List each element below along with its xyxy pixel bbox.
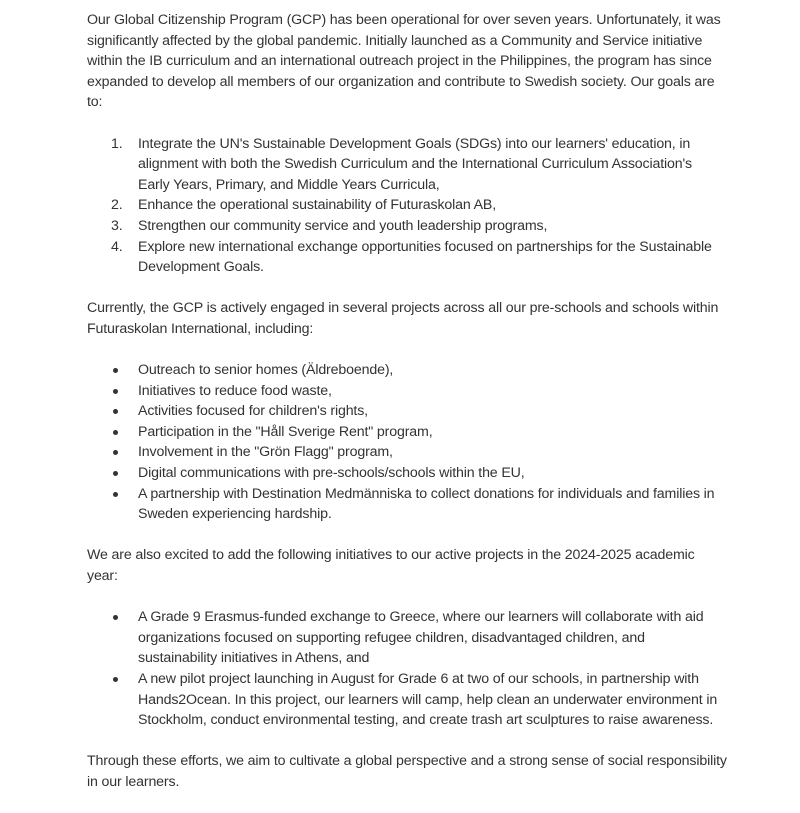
- goal-item: Enhance the operational sustainability of Futuraskolan AB,: [138, 197, 497, 214]
- initiative-item: A new pilot project launching in August for Grade 6 at two of our schools, in partnership with Hands2Ocean. In this project, our learners will camp, help clean an underwater environment in Stockholm, conduct environmental testing, and create trash art sculptures to raise awareness.: [138, 669, 727, 731]
- project-item: Digital communications with pre-schools/schools within the EU,: [138, 463, 727, 484]
- goal-item: Integrate the UN's Sustainable Development Goals (SDGs) into our learners' education, in alignment with both the Swedish Curriculum and the International Curriculum Association's Early Years, Primary, and Middle Years Curricula,: [138, 135, 692, 193]
- closing-paragraph: Through these efforts, we aim to cultivate a global perspective and a strong sense of social responsibility in our learners.: [87, 753, 727, 790]
- project-item: A partnership with Destination Medmänniska to collect donations for individuals and families in Sweden experiencing hardship.: [138, 484, 727, 525]
- new-initiatives-list: [87, 607, 727, 731]
- project-item: Initiatives to reduce food waste,: [138, 381, 727, 402]
- initiative-item: A Grade 9 Erasmus-funded exchange to Greece, where our learners will collaborate with aid organizations focused on supporting refugee children, disadvantaged children, and sustainability initiatives in Athens, and: [138, 607, 727, 669]
- current-projects-list: [87, 360, 727, 525]
- project-item: Involvement in the "Grön Flagg" program,: [138, 442, 727, 463]
- new-initiatives-intro: We are also excited to add the following initiatives to our active projects in the 2024-2025 academic year:: [87, 547, 695, 585]
- current-projects-intro: Currently, the GCP is actively engaged in several projects across all our pre-schools and schools within Futuraskolan International, including:: [87, 300, 719, 337]
- intro-paragraph: Our Global Citizenship Program (GCP) has been operational for over seven years. Unfortunately, it was significantly affected by the global pandemic. Initially launched as a Community and Service initiative within the IB curriculum and an international outreach project in the Philippines, the program has since expanded to develop all members of our organization and contribute to Swedish society. Our goals are to:: [87, 12, 721, 111]
- project-item: Outreach to senior homes (Äldreboende),: [138, 360, 727, 381]
- project-item: Participation in the "Håll Sverige Rent" program,: [138, 422, 727, 443]
- project-item: Activities focused for children's rights,: [138, 401, 727, 422]
- goal-item: Explore new international exchange opportunities focused on partnerships for the Sustainable Development Goals.: [138, 238, 712, 276]
- goals-list: [87, 134, 727, 278]
- goal-item: Strengthen our community service and youth leadership programs,: [138, 217, 548, 234]
- document-body: [87, 10, 727, 813]
